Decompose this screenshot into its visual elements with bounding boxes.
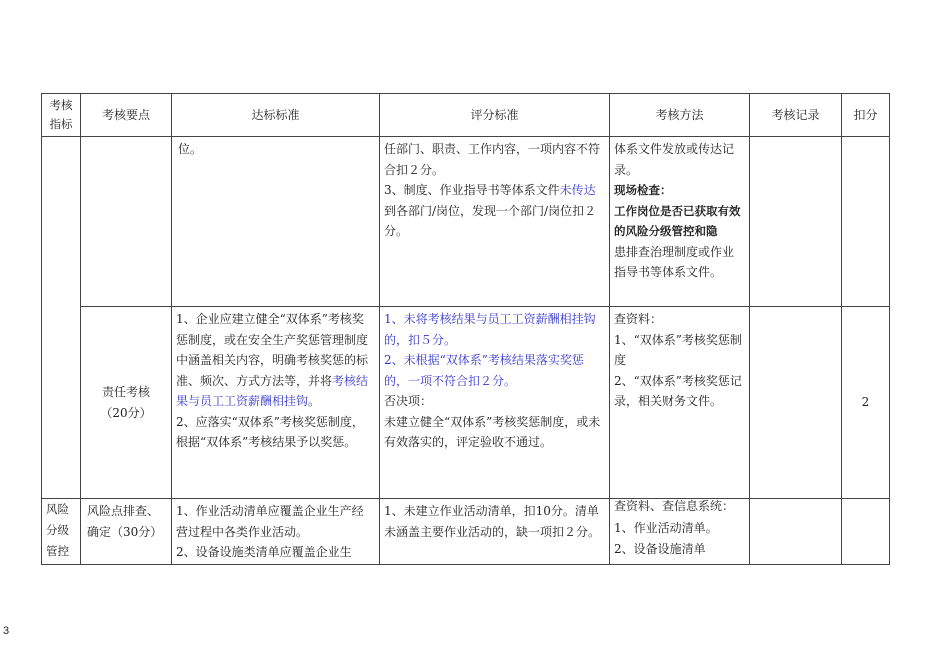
indicator-cell: 风险分级管控 (42, 499, 81, 565)
method-text: 2、设备设施清单 (614, 541, 706, 556)
header-record: 考核记录 (750, 94, 842, 137)
page-number: 3 (3, 625, 10, 637)
standard-text: 位。 (178, 142, 203, 156)
method-cell (610, 499, 750, 565)
table-row (42, 499, 890, 565)
standard-text: 2、应落实“双体系”考核奖惩制度，根据“双体系”考核结果予以奖惩。 (176, 414, 364, 449)
key-point-cell: 风险点排查、确定（30分） (81, 499, 172, 565)
indicator-cell-empty (42, 137, 81, 499)
scoring-text: 2、未根据“双体系”考核结果落实奖惩的，一项不符合扣２分。 (384, 353, 584, 388)
key-point-cell: 责任考核（20分） (81, 307, 172, 499)
standard-cell (172, 307, 380, 499)
header-scoring: 评分标准 (380, 94, 610, 137)
method-text: 患排查治理制度或作业指导书等体系文件。 (614, 244, 735, 279)
standard-text: 1、企业应建立健全“双体系”考核奖惩制度，或在安全生产奖惩管理制度中涵盖相关内容，明确考核奖惩的标准、频次、方式方法等，并将考核结果与员工工资薪酬相挂钩。 (176, 312, 369, 408)
highlight-text: 未传达 (559, 183, 596, 197)
method-text: 查资料： (614, 312, 663, 326)
key-point-cell (81, 137, 172, 307)
scoring-text: 未建立健全“双体系”考核奖惩制度，或未有效落实的，评定验收不通过。 (384, 414, 601, 449)
record-cell (750, 499, 842, 565)
scoring-text: 1、未建立作业活动清单，扣10分。清单未涵盖主要作业活动的，缺一项扣２分。 (384, 504, 601, 539)
standard-cell (172, 137, 380, 307)
method-text: 体系文件发放或传达记录。 (614, 142, 735, 177)
standard-text: 1、作业活动清单应覆盖企业生产经营过程中各类作业活动。 (176, 504, 364, 539)
header-indicator: 考核指标 (42, 94, 81, 137)
deduction-cell (842, 499, 890, 565)
veto-label: 否决项： (384, 394, 433, 408)
table-row (42, 307, 890, 499)
assessment-table (41, 93, 890, 565)
method-cell (610, 307, 750, 499)
record-cell (750, 307, 842, 499)
standard-cell (172, 499, 380, 565)
deduction-value: 2 (842, 307, 890, 499)
scoring-cell (380, 137, 610, 307)
scoring-cell (380, 499, 610, 565)
method-text: 2、“双体系”考核奖惩记录，相关财务文件。 (614, 373, 742, 408)
standard-text: 2、设备设施类清单应覆盖企业生 (176, 545, 352, 559)
method-cell (610, 137, 750, 307)
header-deduction: 扣分 (842, 94, 890, 137)
method-text: 现场检查： (614, 183, 672, 197)
record-cell (750, 137, 842, 307)
table-row (42, 137, 890, 307)
header-key-point: 考核要点 (81, 94, 172, 137)
scoring-text: 3、制度、作业指导书等体系文件未传达到各部门/岗位，发现一个部门/岗位扣２分。 (384, 183, 597, 238)
header-row (42, 94, 890, 137)
highlight-text: 考核结果与员工工资薪酬相挂钩 (176, 373, 369, 408)
method-text: 工作岗位是否已获取有效的风险分级管控和隐 (614, 203, 741, 238)
scoring-text: 任部门、职责、工作内容，一项内容不符合扣２分。 (384, 142, 601, 177)
header-standard: 达标标准 (172, 94, 380, 137)
method-text: 1、作业活动清单。 (614, 521, 718, 535)
deduction-cell (842, 137, 890, 307)
scoring-cell (380, 307, 610, 499)
header-method: 考核方法 (610, 94, 750, 137)
method-text: 1、“双体系”考核奖惩制度 (614, 332, 742, 367)
scoring-text: 1、未将考核结果与员工工资薪酬相挂钩的，扣５分。 (384, 312, 596, 347)
method-text: 查资料、查信息系统： (614, 499, 735, 513)
